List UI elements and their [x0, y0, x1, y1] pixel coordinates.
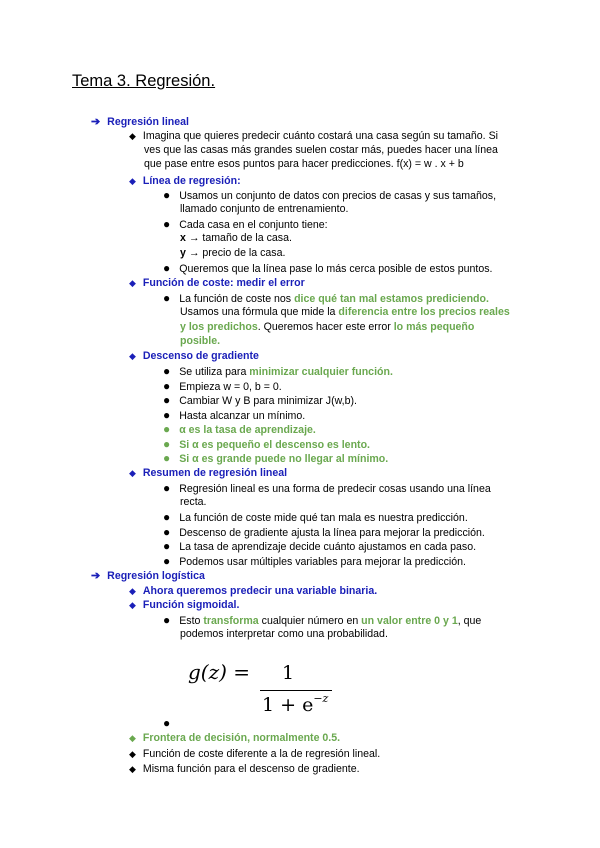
list-item: ● Podemos usar múltiples variables para mejorar la predicción. — [163, 554, 466, 568]
text-line: ves que las casas más grandes suelen costar más, puedes hacer una línea — [144, 144, 498, 156]
section-label: Regresión logística — [107, 570, 205, 582]
list-item: ● La función de coste nos dice qué tan mal estamos prediciendo. — [163, 291, 489, 305]
list-item: ● Empieza w = 0, b = 0. — [163, 379, 282, 393]
dot-bullet-icon: ● — [163, 451, 171, 465]
list-item: ◆ Función de coste diferente a la de regresión lineal. — [129, 748, 381, 760]
text-line: llamado conjunto de entrenamiento. — [180, 203, 349, 215]
dot-bullet-icon: ● — [163, 510, 171, 524]
subheading-resumen: ◆ Resumen de regresión lineal — [129, 467, 288, 479]
list-item: ● α es la tasa de aprendizaje. — [163, 422, 316, 436]
subheading-linea: ◆ Línea de regresión: — [129, 175, 241, 187]
list-item: ● Si α es grande puede no llegar al mínimo. — [163, 451, 389, 465]
text-line: y → precio de la casa. — [180, 247, 286, 259]
list-item: ● Descenso de gradiente ajusta la línea para mejorar la predicción. — [163, 525, 485, 539]
sigmoid-formula-numerator: 1 — [282, 662, 295, 684]
page-title: Tema 3. Regresión. — [72, 72, 216, 90]
diamond-bullet-icon: ◆ — [129, 176, 136, 186]
list-item: ● La función de coste mide qué tan mala es nuestra predicción. — [163, 510, 468, 524]
dot-bullet-icon: ● — [163, 716, 171, 730]
list-item: ● Cambiar W y B para minimizar J(w,b). — [163, 393, 357, 407]
list-item: ● Usamos un conjunto de datos con precios de casas y sus tamaños, — [163, 188, 497, 202]
list-item: ◆ Ahora queremos predecir una variable binaria. — [129, 585, 378, 597]
diamond-bullet-icon: ◆ — [129, 468, 136, 478]
text-line: posible. — [180, 335, 221, 347]
dot-bullet-icon: ● — [163, 188, 171, 202]
section-label: Regresión lineal — [107, 116, 190, 128]
dot-bullet-icon: ● — [163, 364, 171, 378]
dot-bullet-icon: ● — [163, 379, 171, 393]
text-line: que pase entre esos puntos para hacer predicciones. f(x) = w . x + b — [144, 158, 464, 170]
dot-bullet-icon: ● — [163, 261, 171, 275]
list-item: ● Esto transforma cualquier número en un valor entre 0 y 1, que — [163, 613, 482, 627]
sigmoid-formula-denominator: $1 + e^{-z}$ — [262, 692, 329, 716]
dot-bullet-icon: ● — [163, 481, 171, 495]
list-item: ● Queremos que la línea pase lo más cerca posible de estos puntos. — [163, 261, 493, 275]
diamond-bullet-icon: ◆ — [129, 278, 136, 288]
diamond-bullet-icon: ◆ — [129, 749, 136, 759]
text-line: recta. — [180, 496, 207, 508]
text-line: y los predichos. Queremos hacer este error lo más pequeño — [180, 321, 475, 333]
diamond-bullet-icon: ◆ — [129, 764, 136, 774]
dot-bullet-icon: ● — [163, 525, 171, 539]
text-line: podemos interpretar como una probabilidad. — [180, 628, 388, 640]
empty-list-item — [163, 716, 170, 731]
list-item: ◆ Frontera de decisión, normalmente 0.5. — [129, 732, 341, 744]
list-item: ● La tasa de aprendizaje decide cuánto ajustamos en cada paso. — [163, 539, 477, 553]
subheading-descenso: ◆ Descenso de gradiente — [129, 350, 259, 362]
list-item: ◆ Función sigmoidal. — [129, 599, 240, 611]
diamond-bullet-icon: ◆ — [129, 586, 136, 596]
text-line: x → tamaño de la casa. — [180, 232, 292, 244]
dot-bullet-icon: ● — [163, 422, 171, 436]
list-item: ● Se utiliza para minimizar cualquier función. — [163, 364, 393, 378]
section-regresion-lineal — [91, 115, 189, 129]
list-item: ● Si α es pequeño el descenso es lento. — [163, 437, 370, 451]
sigmoid-formula-lhs: g(z) = — [188, 660, 251, 684]
diamond-bullet-icon: ◆ — [129, 131, 136, 141]
subheading-coste: ◆ Función de coste: medir el error — [129, 277, 305, 289]
dot-bullet-icon: ● — [163, 554, 171, 568]
arrow-icon: ➔ — [91, 116, 101, 128]
section-regresion-logistica — [91, 569, 205, 583]
text-line: Usamos una fórmula que mide la diferencia entre los precios reales — [180, 306, 510, 318]
list-item: ◆ Misma función para el descenso de gradiente. — [129, 763, 360, 775]
dot-bullet-icon: ● — [163, 393, 171, 407]
dot-bullet-icon: ● — [163, 437, 171, 451]
list-item: ◆ Imagina que quieres predecir cuánto costará una casa según su tamaño. Si — [129, 130, 498, 142]
dot-bullet-icon: ● — [163, 217, 171, 231]
arrow-icon: ➔ — [91, 570, 101, 582]
diamond-bullet-icon: ◆ — [129, 600, 136, 610]
diamond-bullet-icon: ◆ — [129, 733, 136, 743]
list-item: ● Cada casa en el conjunto tiene: — [163, 217, 328, 231]
list-item: ● Regresión lineal es una forma de predecir cosas usando una línea — [163, 481, 491, 495]
list-item: ● Hasta alcanzar un mínimo. — [163, 408, 306, 422]
dot-bullet-icon: ● — [163, 613, 171, 627]
dot-bullet-icon: ● — [163, 291, 171, 305]
dot-bullet-icon: ● — [163, 539, 171, 553]
diamond-bullet-icon: ◆ — [129, 351, 136, 361]
dot-bullet-icon: ● — [163, 408, 171, 422]
